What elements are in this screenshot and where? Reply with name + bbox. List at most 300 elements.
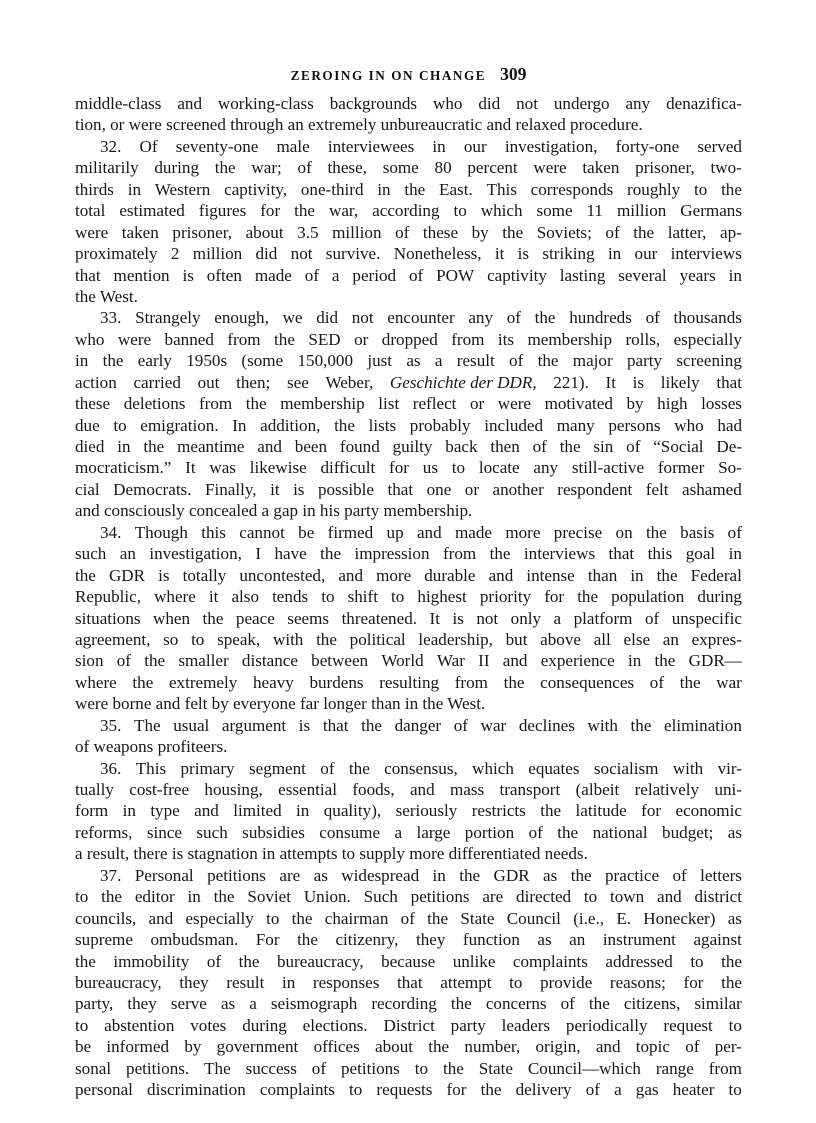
text-fragment: party [626, 351, 663, 371]
text-fragment: male [276, 136, 310, 156]
text-fragment: and [338, 565, 363, 585]
text-fragment: did [255, 244, 278, 264]
text-line [75, 586, 742, 607]
text-fragment: which [472, 758, 514, 778]
text-fragment: or [464, 479, 480, 499]
text-fragment: Nonetheless, [393, 244, 482, 264]
text-fragment: This [486, 179, 517, 199]
text-fragment: were [75, 222, 109, 242]
text-fragment: from [198, 394, 233, 414]
text-fragment: when [153, 608, 191, 628]
text-fragment: delivery [515, 1080, 572, 1100]
text-fragment: of [685, 1037, 700, 1057]
text-fragment: Personal [134, 865, 194, 885]
text-line [75, 608, 742, 629]
text-fragment: 80 [434, 158, 452, 178]
text-fragment: distance [241, 651, 298, 671]
text-fragment: prisoner, [172, 222, 233, 242]
text-fragment: another [492, 479, 544, 499]
text-fragment: equates [528, 758, 580, 778]
text-fragment: declines [518, 715, 575, 735]
text-fragment: In [232, 415, 247, 435]
text-fragment: result [456, 351, 495, 371]
text-fragment: respondent [557, 479, 633, 499]
text-fragment: but [505, 629, 528, 649]
text-fragment: Republic, [75, 587, 141, 607]
text-fragment: the [213, 887, 235, 907]
text-fragment: an [569, 930, 586, 950]
text-fragment: a [434, 351, 443, 371]
text-fragment: then; [236, 372, 271, 392]
text-line [75, 350, 742, 371]
text-fragment: uni- [714, 780, 742, 799]
text-fragment: early [137, 351, 172, 371]
text-fragment: the [559, 437, 581, 456]
text-fragment: State [478, 1058, 513, 1078]
text-fragment: and [502, 651, 528, 671]
text-fragment: million [192, 244, 243, 264]
text-fragment: the [297, 930, 318, 950]
text-line [75, 329, 742, 350]
text-fragment: priority [479, 587, 532, 607]
text-fragment: provide [540, 972, 593, 992]
text-fragment: resulting [379, 672, 440, 692]
text-fragment: out [197, 372, 220, 392]
text-fragment: East. [439, 179, 473, 199]
text-fragment: petitions [410, 887, 470, 907]
text-fragment: the [656, 565, 678, 585]
text-line [75, 200, 742, 221]
text-fragment: editor [134, 887, 175, 907]
text-fragment: the [202, 608, 224, 628]
text-fragment: by [471, 222, 489, 242]
text-fragment: that [75, 265, 101, 285]
text-line [75, 393, 742, 414]
text-fragment: petitions [207, 865, 266, 885]
text-fragment: emigration. [140, 415, 219, 435]
text-fragment: population [611, 587, 685, 607]
text-fragment: goal [685, 544, 716, 564]
text-fragment: served [697, 136, 742, 156]
text-fragment: war [716, 672, 742, 692]
text-fragment: in [281, 972, 296, 992]
text-fragment: the [540, 801, 562, 821]
text-fragment: leadership, [418, 629, 493, 649]
text-fragment: who [75, 329, 105, 349]
text-fragment: likewise [249, 458, 307, 478]
text-fragment: the [442, 1058, 464, 1078]
text-fragment: interviewees [327, 136, 415, 156]
text-fragment: (i.e., [573, 908, 605, 928]
text-fragment: restricts [471, 801, 526, 821]
text-fragment: of [532, 437, 547, 456]
text-fragment: heater [672, 1080, 715, 1100]
text-fragment: undergo [553, 94, 610, 113]
text-fragment: membership [527, 329, 613, 349]
text-fragment: bureaucracy, [276, 951, 364, 971]
text-line [75, 1058, 742, 1079]
text-fragment: mocraticism.” [75, 458, 172, 478]
text-fragment: bureaucracy, [75, 972, 162, 992]
text-fragment: many [556, 415, 595, 435]
text-fragment: were [533, 158, 567, 178]
text-fragment: 34. [100, 522, 122, 542]
text-fragment: to [75, 1015, 89, 1035]
text-fragment: to [694, 179, 708, 199]
text-fragment: its [497, 329, 515, 349]
text-fragment: dropped [381, 329, 438, 349]
text-fragment: highest [417, 587, 467, 607]
text-fragment: years [679, 265, 716, 285]
text-fragment: to [321, 587, 335, 607]
text-fragment: in [728, 265, 742, 285]
text-fragment: the [143, 437, 165, 456]
text-fragment: and [488, 565, 514, 585]
text-fragment: it [208, 587, 219, 607]
text-fragment: working-class [217, 94, 314, 113]
text-fragment: is [298, 715, 311, 735]
text-fragment: the [291, 908, 313, 928]
text-fragment: to [349, 1080, 363, 1100]
text-fragment: investigation, [149, 544, 242, 564]
text-fragment: tually [75, 780, 114, 799]
text-fragment: E. [616, 908, 632, 928]
text-fragment: shift [347, 587, 378, 607]
text-fragment: of [400, 908, 415, 928]
text-fragment: unspecific [671, 608, 742, 628]
text-fragment: with [272, 629, 304, 649]
text-fragment: SED [308, 329, 341, 349]
text-fragment: from [708, 1058, 742, 1078]
text-fragment: smaller [178, 651, 229, 671]
text-fragment: these [422, 222, 459, 242]
text-fragment: sion [75, 651, 104, 671]
text-fragment: consume [319, 822, 381, 842]
text-fragment: topic [635, 1037, 670, 1057]
text-fragment: screening [676, 351, 742, 371]
text-fragment: militarily [75, 158, 139, 178]
text-fragment: cost-free [129, 780, 190, 799]
text-fragment: responses [312, 972, 380, 992]
text-fragment: about [375, 1037, 413, 1057]
text-fragment: where [75, 672, 117, 692]
text-fragment: on [615, 522, 633, 542]
text-fragment: seems [287, 608, 330, 628]
note-paragraph-32 [75, 136, 742, 308]
text-fragment: and [409, 780, 435, 799]
text-fragment: is [158, 565, 170, 585]
text-fragment: the [557, 822, 579, 842]
text-fragment: rolls, [625, 329, 661, 349]
text-fragment: of [645, 308, 660, 328]
text-fragment: had [717, 415, 742, 435]
text-fragment: in [432, 865, 446, 885]
text-fragment: these [75, 394, 111, 414]
text-line [75, 157, 742, 178]
text-fragment: then [490, 437, 520, 456]
text-fragment: impression [354, 544, 430, 564]
text-fragment: war, [328, 201, 359, 221]
text-fragment: the [361, 715, 382, 735]
text-fragment: who [432, 94, 463, 113]
text-fragment: between [311, 651, 369, 671]
text-fragment: chairman [324, 908, 389, 928]
text-fragment: a [553, 608, 562, 628]
text-line [75, 822, 742, 843]
text-fragment: is [452, 608, 464, 628]
text-fragment: the [645, 522, 667, 542]
text-fragment: addition, [260, 415, 321, 435]
text-line [75, 522, 742, 543]
text-fragment: a [331, 265, 340, 285]
page-number: 309 [500, 64, 527, 84]
text-fragment: concerns [485, 994, 547, 1014]
text-fragment: foods, [352, 780, 395, 799]
text-fragment: subsidies [242, 822, 305, 842]
text-fragment: government [216, 1037, 299, 1057]
text-fragment: threatened. [341, 608, 418, 628]
text-fragment: complaints [259, 1080, 335, 1100]
text-line [75, 1015, 742, 1036]
text-fragment: is [293, 479, 305, 499]
text-fragment: cial [75, 479, 100, 499]
text-fragment: carried [133, 372, 181, 392]
text-fragment: was [209, 458, 236, 478]
text-fragment: the [534, 308, 556, 328]
text-fragment: in [377, 179, 391, 199]
text-fragment: serve [170, 994, 207, 1014]
text-fragment: vir- [717, 758, 742, 778]
text-fragment: and [257, 437, 282, 456]
text-fragment: It [605, 372, 616, 392]
text-fragment: our [634, 244, 658, 264]
text-fragment: back [445, 437, 478, 456]
text-fragment: to [414, 1058, 429, 1078]
text-fragment: in [187, 887, 201, 907]
text-fragment: losses [701, 394, 742, 414]
text-fragment: town [610, 887, 645, 907]
text-fragment: captivity, [224, 179, 288, 199]
text-line [75, 565, 742, 586]
text-fragment: any [533, 458, 559, 478]
text-fragment: captivity [487, 265, 547, 285]
text-fragment: party [450, 1015, 486, 1035]
text-fragment: figures [198, 201, 247, 221]
text-fragment: number, [464, 1037, 521, 1057]
text-fragment: (albeit [575, 780, 620, 799]
text-fragment: especially [185, 908, 254, 928]
text-fragment: housing, [204, 780, 263, 799]
text-line [75, 929, 742, 950]
text-fragment: are [279, 865, 301, 885]
text-fragment: elimination [664, 715, 742, 735]
text-fragment: million [332, 222, 382, 242]
text-fragment: GDR [493, 865, 530, 885]
text-fragment: ashamed [682, 479, 742, 499]
text-fragment: to [728, 1080, 742, 1100]
text-fragment: meantime [177, 437, 245, 456]
text-fragment: burdens [309, 672, 364, 692]
text-line [75, 865, 742, 886]
text-fragment: Democrats. [113, 479, 192, 499]
text-fragment: the [588, 994, 610, 1014]
text-fragment: to [191, 629, 205, 649]
text-line: were borne and felt by everyone far longer than in the West. [75, 694, 486, 714]
text-fragment: State [460, 908, 495, 928]
text-fragment: requests [376, 1080, 433, 1100]
text-fragment: Germans [680, 201, 742, 221]
text-fragment: supreme [75, 930, 133, 950]
text-fragment: striking [542, 244, 595, 264]
text-fragment: the [721, 179, 742, 199]
text-fragment: budget; [662, 822, 714, 842]
text-fragment: in [75, 351, 89, 371]
text-fragment: economic [675, 801, 742, 821]
text-fragment: of [509, 351, 524, 371]
text-line [75, 222, 742, 243]
text-fragment: citizens, [623, 994, 681, 1014]
text-line [75, 307, 742, 328]
text-fragment: ombudsman. [150, 930, 239, 950]
text-fragment: Union. [303, 887, 351, 907]
note-paragraph-36 [75, 758, 742, 865]
text-fragment: from [454, 672, 488, 692]
text-fragment: that [608, 544, 635, 564]
text-fragment: function [462, 930, 520, 950]
text-fragment: a [249, 994, 257, 1014]
text-fragment: socialism [593, 758, 659, 778]
text-fragment: of [560, 994, 575, 1014]
text-fragment: latitude [575, 801, 627, 821]
text-fragment: in [296, 801, 310, 821]
text-fragment: middle-class [75, 94, 162, 113]
text-fragment: limited [233, 801, 282, 821]
text-fragment: Strangely [135, 308, 201, 328]
text-fragment: the [404, 179, 426, 199]
text-fragment: locate [478, 458, 520, 478]
text-fragment: to [728, 1015, 742, 1035]
text-fragment: the [503, 672, 525, 692]
text-fragment: as [313, 865, 328, 885]
text-fragment: war; [251, 158, 282, 178]
text-fragment: II [478, 651, 490, 671]
text-fragment: abstention [104, 1015, 175, 1035]
text-fragment: that [387, 479, 414, 499]
text-fragment: success [245, 1058, 297, 1078]
text-line: a result, there is stagnation in attempts to supply more differentiated needs. [75, 844, 588, 864]
text-fragment: of [649, 672, 665, 692]
text-fragment: persons [608, 415, 661, 435]
text-fragment: mass [449, 780, 485, 799]
text-fragment: two- [710, 158, 742, 178]
text-fragment: portion [464, 822, 515, 842]
text-line [75, 93, 742, 114]
text-fragment: I [255, 544, 262, 564]
text-fragment: of [409, 265, 424, 285]
text-fragment: major [572, 351, 613, 371]
text-fragment: in [630, 565, 644, 585]
text-fragment: the [294, 201, 316, 221]
text-fragment: of [311, 1058, 327, 1078]
text-fragment: informed [106, 1037, 170, 1057]
note-paragraph-37 [75, 865, 742, 1101]
text-fragment: consensus, [384, 758, 458, 778]
text-fragment: in [432, 136, 446, 156]
text-fragment: recording [371, 994, 437, 1014]
text-fragment: is [182, 265, 194, 285]
text-fragment: estimated [119, 201, 185, 221]
text-line [75, 672, 742, 693]
text-fragment: practice [605, 865, 660, 885]
text-fragment: to [75, 887, 89, 907]
text-fragment: above [540, 629, 581, 649]
text-fragment: roughly [627, 179, 681, 199]
text-fragment: to [113, 415, 127, 435]
text-fragment: reforms, [75, 822, 133, 842]
endnotes-text-block [75, 93, 742, 1101]
text-line [75, 886, 742, 907]
text-fragment: such [75, 544, 107, 564]
text-line [75, 972, 742, 993]
note-paragraph-continued [75, 93, 742, 136]
text-fragment: in [627, 651, 642, 671]
text-fragment: the [633, 222, 655, 242]
text-fragment: included [484, 415, 544, 435]
text-fragment: seventy-one [175, 136, 259, 156]
text-fragment: likely [660, 372, 700, 392]
text-fragment: during [697, 587, 742, 607]
text-fragment: made [254, 265, 292, 285]
text-fragment: Council—which [527, 1058, 641, 1078]
text-fragment: the [654, 651, 676, 671]
text-fragment: not [516, 94, 538, 113]
text-fragment: especially [673, 329, 742, 349]
text-fragment: The [204, 1058, 231, 1078]
text-fragment: of [395, 222, 410, 242]
text-fragment: is [632, 372, 645, 392]
text-fragment: from [227, 329, 261, 349]
text-fragment: probably [409, 415, 471, 435]
text-fragment: guilty [392, 437, 433, 456]
text-line [75, 1036, 742, 1057]
text-fragment: letters [700, 865, 742, 885]
text-fragment: segment [248, 758, 306, 778]
text-fragment: petitions. [126, 1058, 190, 1078]
text-fragment: as [543, 865, 558, 885]
text-fragment: the [75, 951, 96, 971]
text-fragment: for [260, 201, 281, 221]
text-fragment: action [75, 372, 117, 392]
text-fragment: the [245, 394, 267, 414]
text-fragment: of [206, 951, 222, 971]
text-fragment: the [348, 758, 370, 778]
text-fragment: of [727, 522, 742, 542]
text-fragment: our [463, 136, 487, 156]
text-fragment: Such [363, 887, 398, 907]
text-fragment: is [517, 244, 530, 264]
text-fragment: the [502, 222, 524, 242]
text-fragment: more [376, 565, 412, 585]
text-fragment: to [583, 887, 598, 907]
text-fragment: according [372, 201, 440, 221]
text-fragment: mention [113, 265, 170, 285]
note-paragraph-34 [75, 522, 742, 715]
text-fragment: all [593, 629, 611, 649]
text-fragment: quality), [323, 801, 382, 821]
text-line [75, 1079, 742, 1100]
text-fragment: as [727, 908, 742, 928]
running-title: ZEROING IN ON CHANGE [290, 68, 487, 83]
